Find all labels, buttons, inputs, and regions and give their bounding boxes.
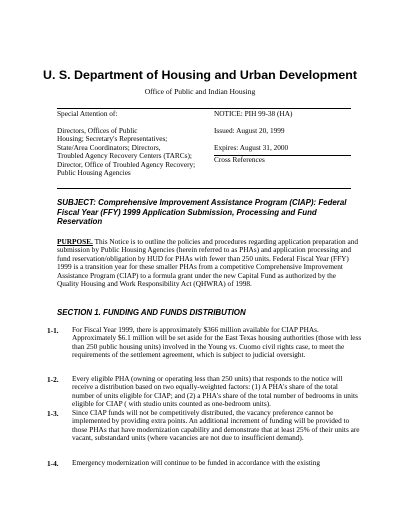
notice-number: NOTICE: PIH 99-38 (HA) [214,109,293,118]
item-number: 1-4. [47,459,59,468]
section-heading: SECTION 1. FUNDING AND FUNDS DISTRIBUTION [57,308,246,317]
office-subtitle: Office of Public and Indian Housing [144,87,256,96]
special-attention-label: Special Attention of: [57,109,118,118]
item-text: Emergency modernization will continue to be funded in accordance with the existing [72,458,321,467]
subject-divider-rule [57,188,351,189]
item-number: 1-3. [47,409,59,418]
purpose-text: This Notice is to outline the policies and procedures regarding application preparation and submission by Public Housing Agencies (herein referred to as PHAs) and application processing and fund reservation/obligation by HUD for PHAs with fewer than 250 units. Federal Fiscal Year (FFY) 1999 is a transition year for these smaller PHAs from a competitive Comprehensive Improvement Assistance Program (CIAP) to a formula grant under the new Capital Fund as authorized by the Quality Housing and Work Responsibility Act (QHWRA) of 1998. [57,237,358,289]
distribution-line: Director, Office of Troubled Agency Recovery; [57,159,196,169]
expires-date: Expires: August 31, 2000 [214,142,289,152]
distribution-line: Housing; Secretary's Representatives; [57,134,168,144]
item-number: 1-2. [47,375,59,384]
issued-date: Issued: August 20, 1999 [214,126,285,135]
subject-line: SUBJECT: Comprehensive Improvement Assistance Program (CIAP): Federal Fiscal Year (FFY) 1999 Application Submission, Processing and Fund Reservation [57,198,347,227]
purpose-paragraph [57,238,359,289]
cross-references-label: Cross References [214,155,265,164]
item-text: Since CIAP funds will not be competitively distributed, the vacancy preference cannot be implemented by providing extra points. An additional increment of funding will be provided to those PHAs that have modernization capability and demonstrate that at least 25% of their units are vacant, substandard units (where vacancies are not due to insufficient demand). [72,408,360,443]
distribution-line: Public Housing Agencies [57,168,131,177]
distribution-line: State/Area Coordinators; Directors, [57,142,161,152]
purpose-label: PURPOSE. [57,237,93,246]
item-number: 1-1. [47,326,59,335]
distribution-line: Troubled Agency Recovery Centers (TARCs); [57,151,192,161]
department-title: U. S. Department of Housing and Urban Development [43,68,357,82]
item-text: Every eligible PHA (owning or operating less than 250 units) that responds to the notice will receive a distribution based on two equally-weighted factors: (1) A PHA's share of the total number of units eligible for CIAP; and (2) a PHA's share of the total number of bedrooms in units eligible for CIAP ( with studio units counted as one-bedroom units). [72,374,358,409]
item-text: For Fiscal Year 1999, there is approximately $366 million available for CIAP PHAs. Approximately $6.1 million will be set aside for the East Texas housing authorities (those with less than 250 public housing units) involved in the Young vs. Cuomo civil rights case, to meet the requirements of the settlement agreement, which is subject to judicial oversight. [72,325,362,360]
distribution-line: Directors, Offices of Public [57,126,138,135]
